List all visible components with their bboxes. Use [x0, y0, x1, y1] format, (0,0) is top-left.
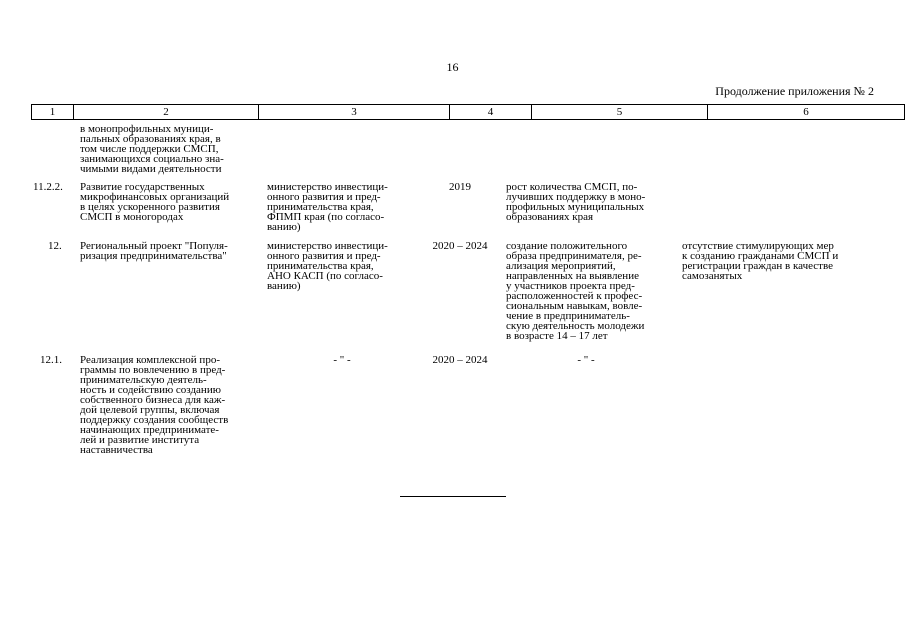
column-number-4: 4: [450, 105, 532, 120]
end-divider-line: [400, 496, 506, 497]
row-12-number: 12.: [48, 240, 62, 252]
column-number-1: 1: [32, 105, 74, 120]
header-row: [32, 105, 905, 120]
row-12-1-period: 2020 – 2024: [432, 354, 488, 366]
row-11-2-2-event: Развитие государственных микрофинансовых организаций в целях ускоренного развития СМСП в моногородах: [80, 181, 230, 223]
row-11-2-2-executor: министерство инвестици- онного развития и пред- принимательства края, ФПМП края (по согласо- ванию): [267, 181, 388, 233]
row-12-event: Региональный проект "Популя- ризация предпринимательства": [80, 240, 228, 262]
row-12-1-number: 12.1.: [40, 354, 62, 366]
row-12-risks: отсутствие стимулирующих мер к созданию гражданами СМСП и регистрации граждан в качестве самозанятых: [682, 240, 839, 282]
row-continuation-description: в монопрофильных муници- пальных образованиях края, в том числе поддержки СМСП, занимающихся социально зна- чимыми видами деятельности: [80, 123, 224, 175]
row-11-2-2-number: 11.2.2.: [33, 181, 63, 193]
row-11-2-2-period: 2019: [449, 181, 471, 193]
row-12-executor: министерство инвестици- онного развития и пред- принимательства края, АНО КАСП (по согласо- ванию): [267, 240, 388, 292]
column-number-6: 6: [708, 105, 905, 120]
row-12-1-executor: - " -: [333, 354, 351, 366]
row-12-result: создание положительного образа предпринимателя, ре- ализация мероприятий, направленных на выявление у участников проекта пред- расположенностей к профес- сиональным навыкам, вовле- чение в предприниматель- скую деятельность молодежи в возрасте 14 – 17 лет: [506, 240, 645, 342]
row-12-1-event: Реализация комплексной про- граммы по вовлечению в пред- принимательскую деятель- ность и содействию созданию собственного бизнеса для каж- дой целевой группы, включая поддержку создания сообществ начинающих предпринимате- лей и развитие института наставничества: [80, 354, 229, 456]
column-number-2: 2: [74, 105, 259, 120]
column-number-5: 5: [532, 105, 708, 120]
row-11-2-2-result: рост количества СМСП, по- лучивших поддержку в моно- профильных муниципальных образованиях края: [506, 181, 646, 223]
column-number-3: 3: [259, 105, 450, 120]
row-12-period: 2020 – 2024: [432, 240, 488, 252]
continuation-title: Продолжение приложения № 2: [715, 84, 874, 98]
page-number: 16: [446, 60, 459, 74]
row-12-1-result: - " -: [577, 354, 595, 366]
column-number-header: [31, 104, 905, 120]
